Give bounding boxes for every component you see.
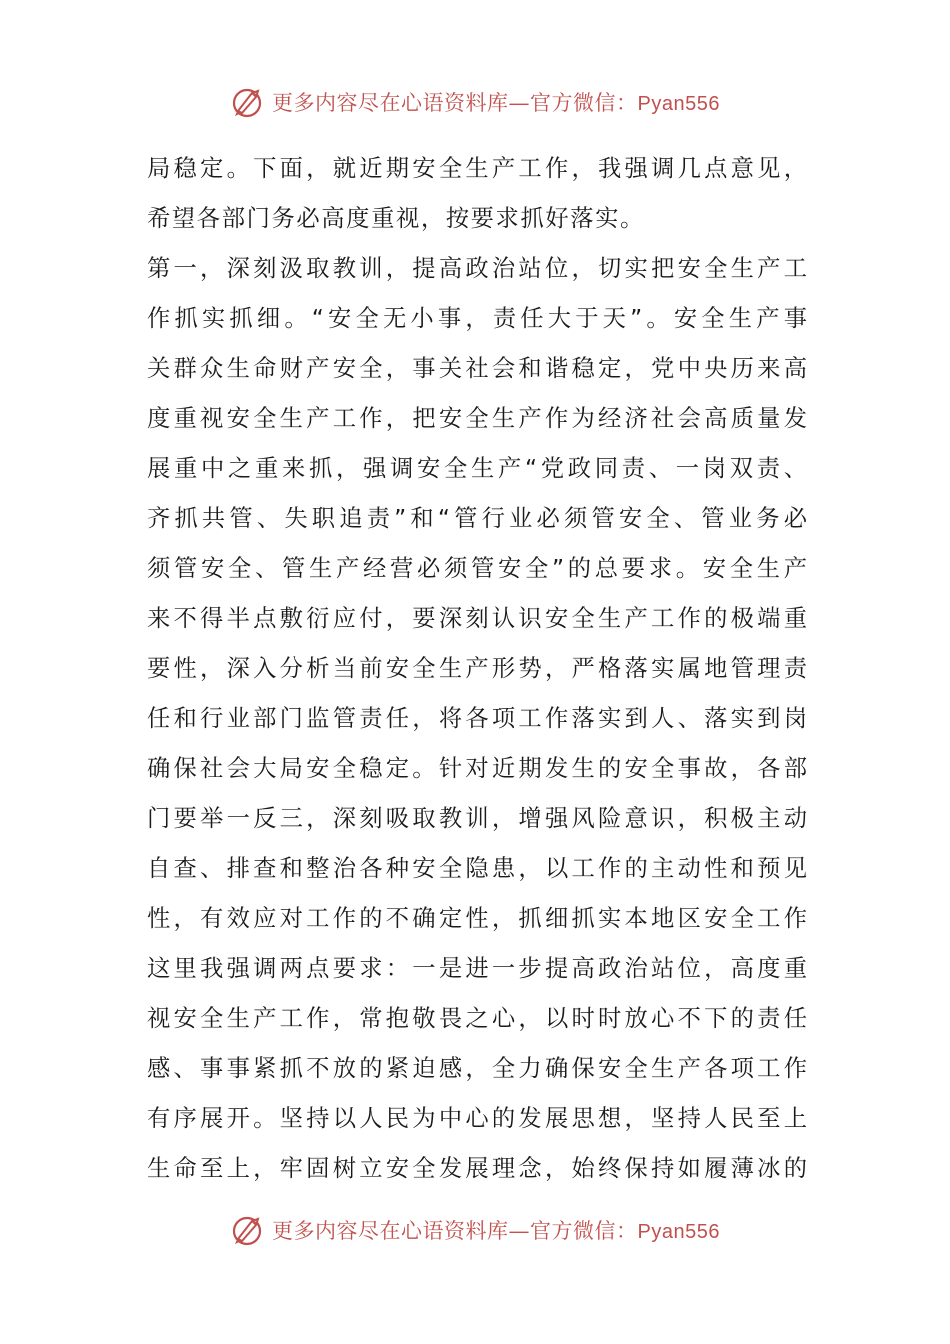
text-line: 性，有效应对工作的不确定性，抓细抓实本地区安全工作 — [147, 905, 807, 932]
text-line: 确保社会大局安全稳定。针对近期发生的安全事故，各部 — [147, 755, 807, 782]
text-line: 关群众生命财产安全，事关社会和谐稳定，党中央历来高 — [147, 355, 807, 382]
watermark-wechat-id: Pyan556 — [637, 93, 720, 115]
watermark-text: 更多内容尽在心语资料库—官方微信：Pyan556 — [272, 1219, 720, 1243]
text-line: 第一，深刻汲取教训，提高政治站位，切实把安全生产工 — [147, 255, 807, 282]
pen-nib-logo-icon — [230, 84, 266, 120]
text-line: 这里我强调两点要求：一是进一步提高政治站位，高度重 — [147, 955, 807, 982]
text-line: 生命至上，牢固树立安全发展理念，始终保持如履薄冰的 — [147, 1155, 807, 1182]
text-line: 希望各部门务必高度重视，按要求抓好落实。 — [147, 205, 645, 232]
watermark-text: 更多内容尽在心语资料库—官方微信：Pyan556 — [272, 91, 720, 115]
text-line: 要性，深入分析当前安全生产形势，严格落实属地管理责 — [147, 655, 807, 682]
text-line: 须管安全、管生产经营必须管安全”的总要求。安全生产 — [147, 555, 807, 582]
text-line: 门要举一反三，深刻吸取教训，增强风险意识，积极主动 — [147, 805, 807, 832]
document-body — [147, 144, 807, 1194]
text-line: 作抓实抓细。“安全无小事，责任大于天”。安全生产事 — [147, 305, 807, 332]
text-line: 感、事事紧抓不放的紧迫感，全力确保安全生产各项工作 — [147, 1055, 807, 1082]
text-line: 视安全生产工作，常抱敬畏之心，以时时放心不下的责任 — [147, 1005, 807, 1032]
header-watermark — [0, 82, 950, 122]
pen-nib-logo-icon — [230, 1212, 266, 1248]
text-line: 有序展开。坚持以人民为中心的发展思想，坚持人民至上 — [147, 1105, 807, 1132]
text-line: 任和行业部门监管责任，将各项工作落实到人、落实到岗 — [147, 705, 807, 732]
watermark-wechat-id: Pyan556 — [637, 1221, 720, 1243]
text-line: 度重视安全生产工作，把安全生产作为经济社会高质量发 — [147, 405, 807, 432]
text-line: 来不得半点敷衍应付，要深刻认识安全生产工作的极端重 — [147, 605, 807, 632]
text-line: 齐抓共管、失职追责”和“管行业必须管安全、管业务必 — [147, 505, 807, 532]
footer-watermark — [0, 1210, 950, 1250]
text-line: 局稳定。下面，就近期安全生产工作，我强调几点意见， — [147, 155, 807, 182]
text-line: 自查、排查和整治各种安全隐患，以工作的主动性和预见 — [147, 855, 807, 882]
text-line: 展重中之重来抓，强调安全生产“党政同责、一岗双责、 — [147, 455, 807, 482]
